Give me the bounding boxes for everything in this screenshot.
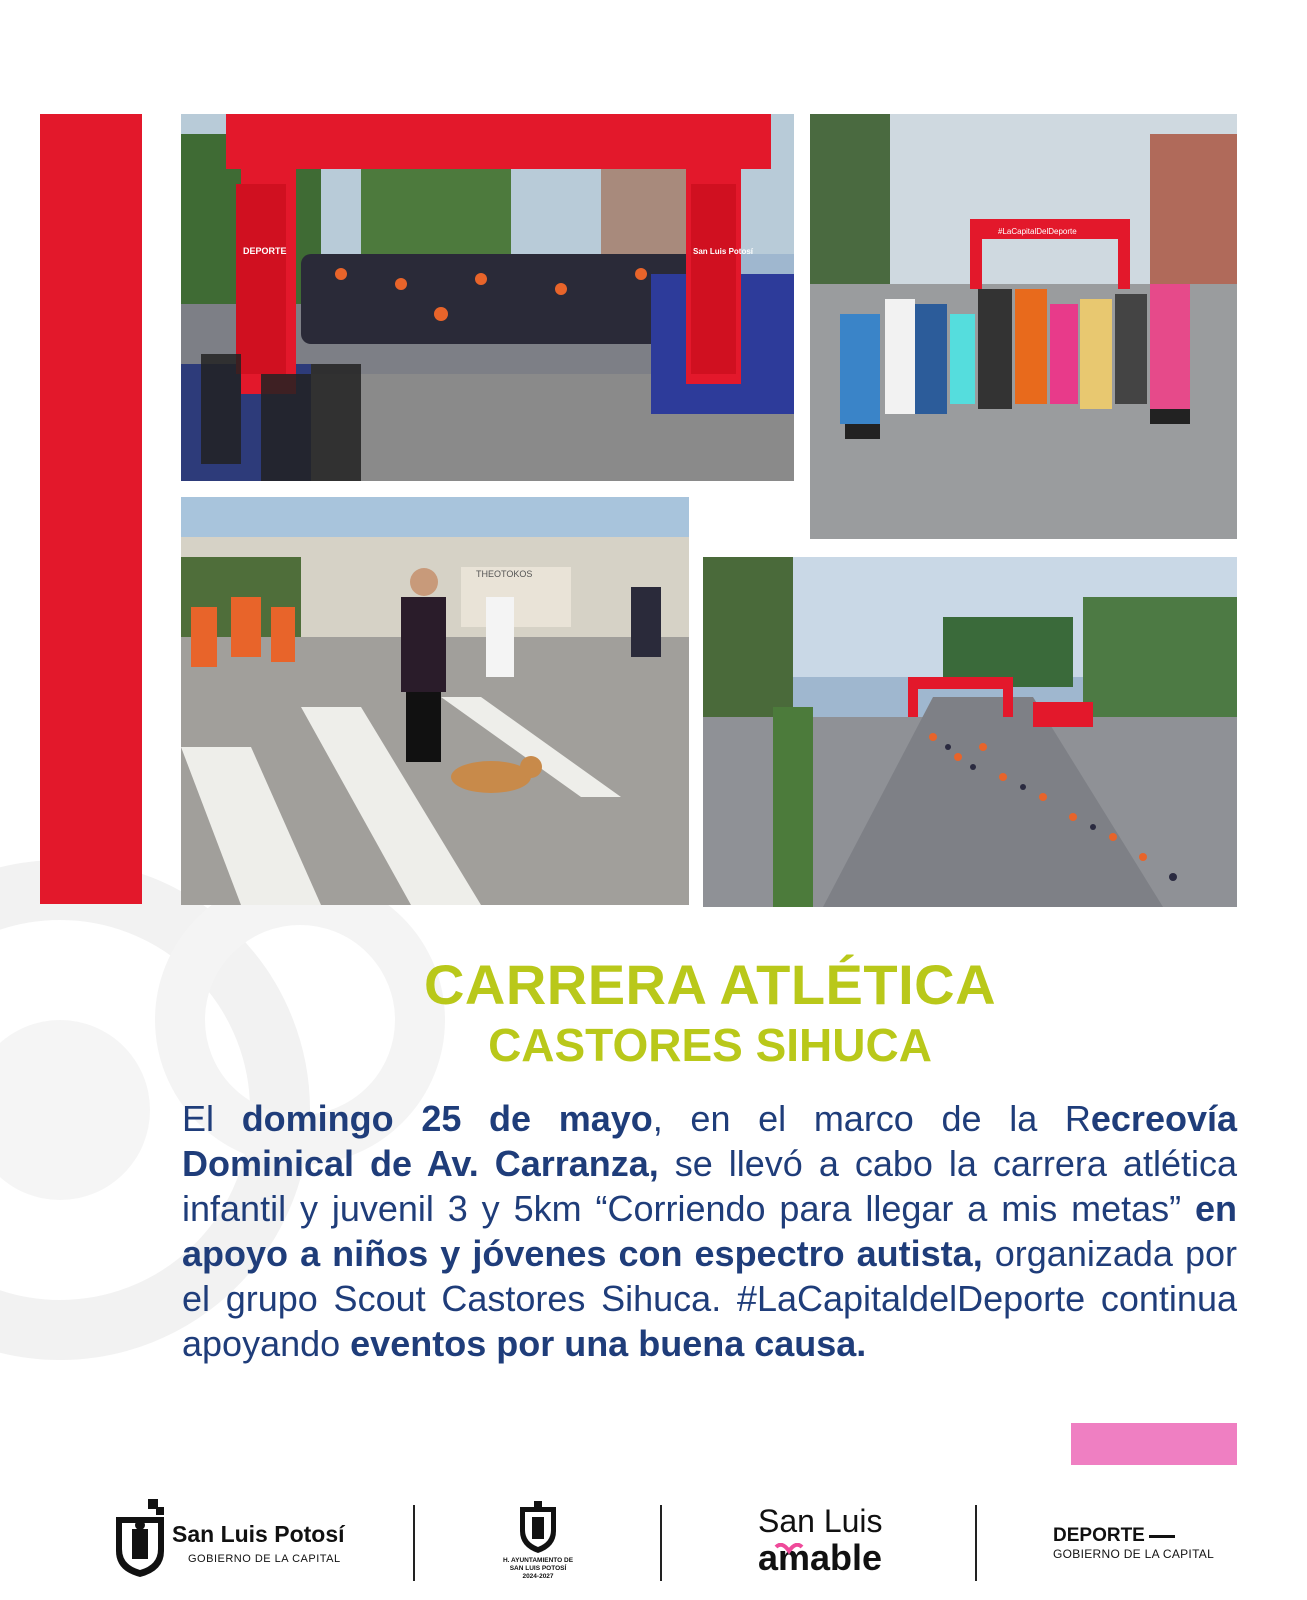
logo-slp-name: San Luis Potosí bbox=[172, 1521, 345, 1547]
logo-san-luis-amable bbox=[750, 1503, 920, 1583]
photo-race-start bbox=[181, 114, 794, 481]
photo-group-pose bbox=[810, 114, 1237, 539]
photo-aerial-race bbox=[703, 557, 1237, 907]
deporte-subtitle: GOBIERNO DE LA CAPITAL bbox=[1053, 1547, 1215, 1561]
footer-divider bbox=[975, 1505, 977, 1581]
heart-accent-icon bbox=[774, 1543, 804, 1561]
body-text-4: organizada por el grupo Scout Castores Sihuca. #LaCapitaldelDeporte continua apoyando bbox=[182, 1233, 1238, 1364]
logo-san-luis-potosi bbox=[112, 1499, 362, 1579]
body-bold-cause: en apoyo a niños y jóvenes con espectro autista, bbox=[182, 1188, 1237, 1274]
ayto-line-3: 2024-2027 bbox=[522, 1573, 554, 1580]
arch-left-text: DEPORTE bbox=[243, 246, 287, 256]
body-text-1: El bbox=[182, 1098, 242, 1139]
photo-walk-with-dog bbox=[181, 497, 689, 905]
ayto-line-2: SAN LUIS POTOSÍ bbox=[509, 1565, 567, 1572]
storefront-sign: THEOTOKOS bbox=[476, 569, 533, 579]
body-bold-closing: eventos por una buena causa. bbox=[350, 1323, 867, 1364]
amable-top-text: San Luis bbox=[758, 1503, 883, 1539]
logo-slp-subtitle: GOBIERNO DE LA CAPITAL bbox=[188, 1553, 341, 1565]
body-bold-venue: ecreovía Dominical de Av. Carranza, bbox=[182, 1098, 1237, 1184]
accent-red-bar bbox=[40, 114, 142, 904]
body-bold-date: domingo 25 de mayo bbox=[241, 1098, 653, 1139]
amable-bottom-text: amable bbox=[758, 1537, 883, 1578]
body-text-2: , en el marco de la R bbox=[652, 1098, 1091, 1139]
arch-text: #LaCapitalDelDeporte bbox=[998, 227, 1077, 236]
logo-ayuntamiento bbox=[483, 1501, 593, 1591]
footer-divider bbox=[413, 1505, 415, 1581]
body-text-3: se llevó a cabo la carrera atlética infantil y juvenil 3 y 5km “Corriendo para llegar a mis metas” bbox=[182, 1143, 1237, 1229]
footer-logos bbox=[0, 1495, 1307, 1595]
accent-pink-bar bbox=[1071, 1423, 1237, 1465]
deporte-underline bbox=[1149, 1535, 1175, 1538]
deporte-name: DEPORTE bbox=[1053, 1525, 1145, 1546]
title-line-1: CARRERA ATLÉTICA bbox=[423, 953, 997, 1016]
arch-right-text: San Luis Potosí bbox=[693, 247, 754, 256]
ayto-line-1: H. AYUNTAMIENTO DE bbox=[502, 1557, 574, 1564]
ayuntamiento-shield-icon bbox=[518, 1501, 558, 1553]
coat-of-arms-icon bbox=[112, 1499, 168, 1577]
title-line-2: CASTORES SIHUCA bbox=[488, 1019, 932, 1071]
body-paragraph bbox=[182, 1096, 1237, 1366]
logo-deporte bbox=[1053, 1525, 1253, 1565]
footer-divider bbox=[660, 1505, 662, 1581]
